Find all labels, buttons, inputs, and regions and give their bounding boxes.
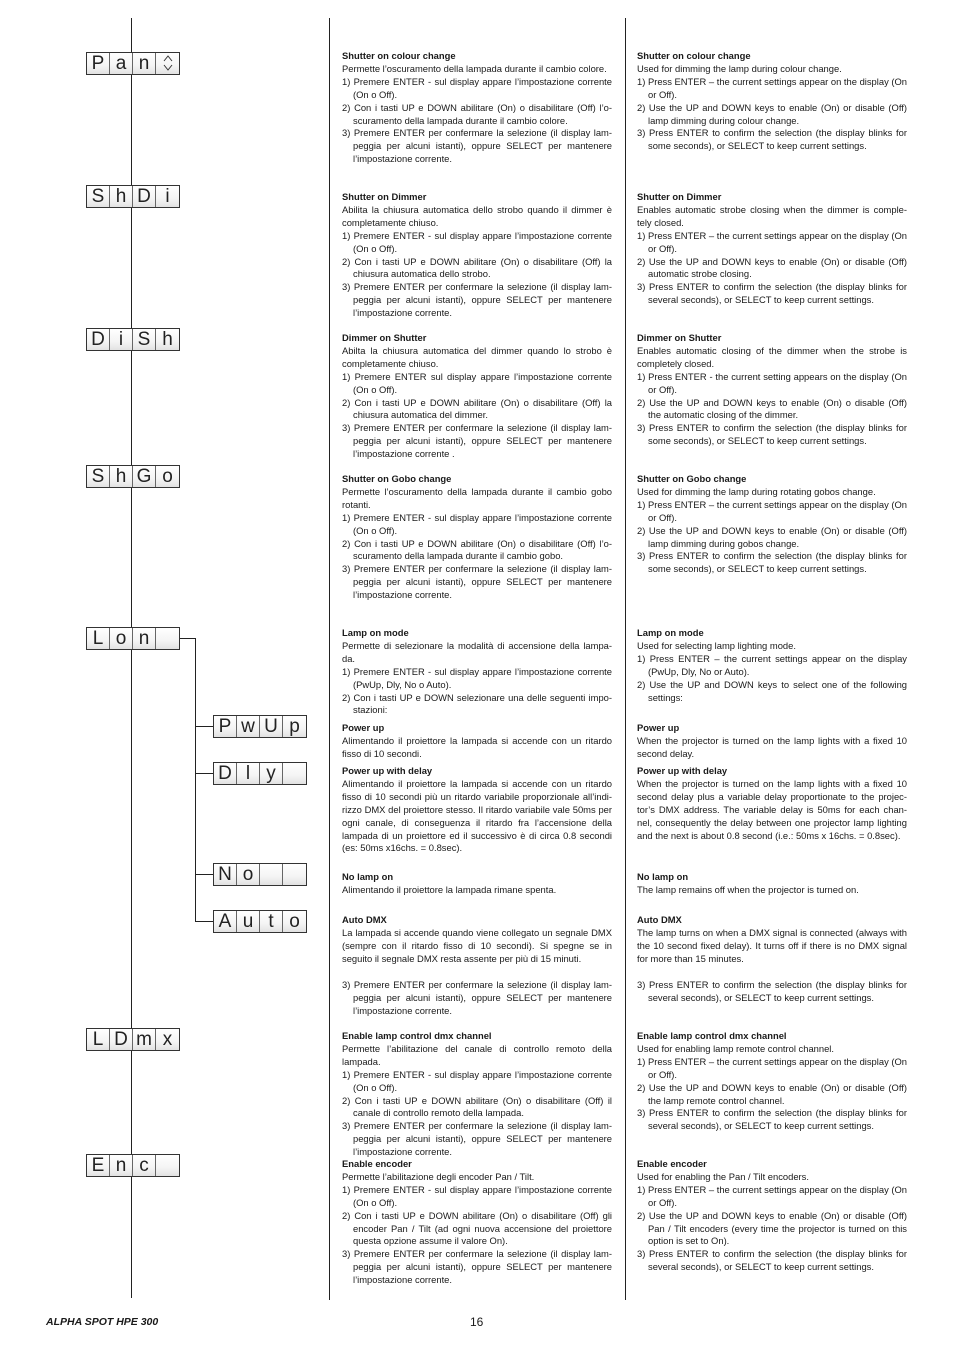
step: 2) Use the UP and DOWN keys to enable (On) or disable (Off) the lamp remote control channel. [637,1081,907,1106]
step: 1) Press ENTER – the current settings appear on the display (On or Off). [637,498,907,523]
it-shutter-gobo [342,473,612,602]
section-title: Shutter on colour change [342,50,456,61]
display-char: h [110,186,133,207]
section-text: The lamp turns on when a DMX signal is connected (always with the 10 second fixed delay). It turns off if there is no DMX signal for more than 15 minutes. [637,926,907,964]
display-char: o [156,466,179,487]
section-title: Enable encoder [637,1158,707,1169]
step: 2) Use the UP and DOWN keys to enable (On) or disable (Off) lamp dimming during colour change. [637,101,907,126]
display-char: P [87,53,110,74]
en-power-up [637,722,907,761]
it-no-lamp [342,871,612,897]
step: 3) Press ENTER to confirm the selection (the display blinks for some seconds), or SELECT to keep current settings. [637,550,907,575]
step: 2) Con i tasti UP e DOWN abilitare (On) o disabilitare (Off) la chiusura automatica del dimmer. [342,396,612,421]
en-lamp-mode [637,627,907,704]
it-shutter-colour [342,50,612,166]
section-title: Lamp on mode [637,627,704,638]
display-char [283,763,306,784]
section-intro: Permette l’abilitazione del canale di controllo remoto della lampada. [342,1042,612,1067]
menu-tree-trunk [131,18,132,1298]
display-char: D [133,186,156,207]
display-char: A [214,911,237,932]
display-char: U [260,716,283,737]
branch-pwup [195,726,213,727]
display-char: E [87,1155,110,1176]
step: 3) Press ENTER to confirm the selection (the display blinks for several seconds), or SELECT to keep current settings. [637,1107,907,1132]
display-char: u [237,911,260,932]
display-char: L [87,628,110,649]
it-lamp-mode [342,627,612,717]
step: 1) Premere ENTER - sul display appare l’impostazione corrente (PwUp, Dly, No o Auto). [342,665,612,690]
step: 3) Press ENTER to confirm the selection (the display blinks for some seconds), or SELECT to keep current settings. [637,127,907,152]
section-text: La lampada si accende quando viene collegato un segnale DMX (sempre con il ritardo fisso di 10 secondi). Si spegne se in seguito il segnale DMX resta assente per più di 15 minuti. [342,926,612,964]
step: 3) Premere ENTER per confermare la selezione (il display lam-peggia per alcuni istanti), oppure SELECT per mantenere l’impostazione corrente. [342,1120,612,1158]
section-intro: Permette l’oscuramento della lampada durante il cambio colore. [342,62,607,74]
section-intro: Used for selecting lamp lighting mode. [637,639,796,651]
section-title: Shutter on Dimmer [342,191,427,202]
step: 2) Use the UP and DOWN keys to enable (On) o disable (Off) the automatic closing of the dimmer. [637,396,907,421]
section-title: Dimmer on Shutter [342,332,427,343]
it-encoder [342,1158,612,1287]
display-char: n [133,53,156,74]
display-char: h [110,466,133,487]
step: 2) Use the UP and DOWN keys to enable (On) or disable (Off) automatic strobe closing. [637,255,907,280]
column-divider-left [329,18,330,1300]
en-shutter-colour [637,50,907,153]
display-char: S [133,329,156,350]
step: 1) Press ENTER – the current settings appear on the display (On or Off). [637,1055,907,1080]
display-char: N [214,864,237,885]
step: 3) Premere ENTER per confermare la selezione (il display lam-peggia per alcuni istanti), oppure SELECT per mantenere l’impostazione corrente . [342,422,612,460]
section-title: Lamp on mode [342,627,409,638]
section-text: When the projector is turned on the lamp lights with a fixed 10 second delay plus a variable delay proportionate to the projec-tor’s DMX address. The variable delay is 50ms for each chan-nel, consequently the delay between one projector lamp lighting and the next is about 0.8 second (i.e.: 50ms x 16chs. = 0.8sec). [637,777,907,841]
step: 1) Premere ENTER - sul display appare l’impostazione corrente (On o Off). [342,1068,612,1093]
section-intro: Used for dimming the lamp during rotating gobos change. [637,485,876,497]
display-lon [86,627,180,650]
step: 1) Premere ENTER - sul display appare l’impostazione corrente (On o Off). [342,511,612,536]
display-char [156,1155,179,1176]
display-char: o [237,864,260,885]
step: 2) Con i tasti UP e DOWN abilitare (On) o disabilitare (Off) la chiusura automatica dello strobo. [342,255,612,280]
section-intro: Used for enabling lamp remote control channel. [637,1042,834,1054]
section-title: Enable lamp control dmx channel [637,1030,787,1041]
step: 3) Premere ENTER per confermare la selezione (il display lam-peggia per alcuni istanti), oppure SELECT per mantenere l’impostazione corrente. [342,1248,612,1286]
display-char [283,864,306,885]
it-power-up-delay [342,765,612,855]
display-char: i [110,329,133,350]
display-char: c [133,1155,156,1176]
display-pan [86,52,180,75]
display-auto [213,910,307,933]
section-text: Alimentando il proiettore la lampada rimane spenta. [342,883,557,895]
en-encoder [637,1158,907,1274]
it-power-up [342,722,612,761]
step: 1) Press ENTER – the current settings appear on the display (On or Off). [637,229,907,254]
display-pwup [213,715,307,738]
display-char [260,864,283,885]
it-shutter-dimmer [342,191,612,320]
lamp-branch-line [195,638,196,922]
step: 1) Press ENTER – the current settings appear on the display (On or Off). [637,1183,907,1208]
display-char: D [110,1029,133,1050]
display-char: a [110,53,133,74]
display-char: D [87,329,110,350]
section-title: Power up [342,722,385,733]
section-title: Power up with delay [637,765,728,776]
en-auto-dmx-step3 [637,979,907,1005]
display-shdi [86,185,180,208]
step: 1) Premere ENTER sul display appare l’impostazione corrente (On o Off). [342,370,612,395]
section-title: Power up [637,722,680,733]
step: 1) Premere ENTER - sul display appare l’impostazione corrente (On o Off). [342,75,612,100]
it-auto-dmx [342,914,612,966]
it-dimmer-shutter [342,332,612,461]
display-shgo [86,465,180,488]
section-intro: Abilita la chiusura automatica dello strobo quando il dimmer è completamente chiuso. [342,203,612,228]
step: 3) Press ENTER to confirm the selection (the display blinks for several seconds), or SELECT to keep current settings. [637,1248,907,1273]
display-char: x [156,1029,179,1050]
en-no-lamp [637,871,907,897]
display-dish [86,328,180,351]
display-char: S [87,466,110,487]
column-divider-right [625,18,626,1300]
display-char: o [110,628,133,649]
display-no [213,863,307,886]
step: 2) Use the UP and DOWN keys to select one of the following settings: [637,678,907,703]
section-intro: Permette l’oscuramento della lampada durante il cambio gobo rotanti. [342,485,612,510]
step: 1) Press ENTER - the current setting appears on the display (On or Off). [637,370,907,395]
section-title: Shutter on Gobo change [342,473,452,484]
display-char: i [156,186,179,207]
section-title: Enable lamp control dmx channel [342,1030,492,1041]
section-title: Enable encoder [342,1158,412,1169]
display-char: y [260,763,283,784]
step: 2) Use the UP and DOWN keys to enable (On) or disable (Off) lamp dimming during gobos change. [637,524,907,549]
en-shutter-dimmer [637,191,907,307]
footer-model: ALPHA SPOT HPE 300 [46,1316,159,1328]
step: 3) Premere ENTER per confermare la selezione (il display lam-peggia per alcuni istanti), oppure SELECT per mantenere l’impostazione corrente. [342,979,612,1016]
section-text: The lamp remains off when the projector is turned on. [637,883,859,895]
display-char: t [260,911,283,932]
display-char: n [110,1155,133,1176]
section-text: When the projector is turned on the lamp lights with a fixed 10 second delay. [637,734,907,759]
step: 3) Premere ENTER per confermare la selezione (il display lam-peggia per alcuni istanti), oppure SELECT per mantenere l’impostazione corrente. [342,127,612,165]
display-char: m [133,1029,156,1050]
display-char: o [283,911,306,932]
section-intro: Enables automatic strobe closing when the dimmer is comple-tely closed. [637,203,907,228]
display-char: S [87,186,110,207]
step: 2) Con i tasti UP e DOWN abilitare (On) o disabilitare (Off) l’o-scuramento della lampada durante il cambio gobo. [342,537,612,562]
section-title: No lamp on [637,871,689,882]
display-char: w [237,716,260,737]
en-power-up-delay [637,765,907,842]
en-auto-dmx [637,914,907,966]
display-char: p [283,716,306,737]
step: 3) Press ENTER to confirm the selection (the display blinks for some seconds), or SELECT to keep current settings. [637,422,907,447]
en-lamp-dmx [637,1030,907,1133]
display-char: h [156,329,179,350]
branch-auto [195,921,213,922]
step: 1) Press ENTER – the current settings appear on the display (PwUp, Dly, No or Auto). [637,652,907,677]
section-intro: Abilta la chiusura automatica del dimmer quando lo strobo è completamente chiuso. [342,344,612,369]
section-intro: Used for enabling the Pan / Tilt encoders. [637,1170,809,1182]
page-number: 16 [470,1315,484,1329]
step: 3) Press ENTER to confirm the selection (the display blinks for several seconds), or SELECT to keep current settings. [637,281,907,306]
it-auto-dmx-step3 [342,979,612,1018]
it-lamp-dmx [342,1030,612,1159]
section-title: Shutter on Dimmer [637,191,722,202]
step: 2) Con i tasti UP e DOWN abilitare (On) o disabilitare (Off) gli encoder Pan / Tilt (ad ogni nuova accensione del proiettore questa opzione assume il valore On). [342,1209,612,1247]
display-ldmx [86,1028,180,1051]
section-text: Alimentando il proiettore la lampada si accende con un ritardo fisso di 10 secondi. [342,734,612,759]
section-intro: Permette l’abilitazione degli encoder Pan / Tilt. [342,1170,535,1182]
display-enc [86,1154,180,1177]
section-title: Auto DMX [637,914,682,925]
section-title: Power up with delay [342,765,433,776]
display-char: n [133,628,156,649]
section-title: Shutter on colour change [637,50,751,61]
en-shutter-gobo [637,473,907,576]
section-title: Dimmer on Shutter [637,332,722,343]
branch-no [195,874,213,875]
step: 3) Premere ENTER per confermare la selezione (il display lam-peggia per alcuni istanti), oppure SELECT per mantenere l’impostazione corrente. [342,563,612,601]
step: 1) Premere ENTER - sul display appare l’impostazione corrente (On o Off). [342,1183,612,1208]
section-intro: Enables automatic closing of the dimmer when the strobe is completely closed. [637,344,907,369]
step: 2) Con i tasti UP e DOWN abilitare (On) o disabilitare (Off) l’o-scuramento della lampada durante il cambio colore. [342,101,612,126]
section-title: Shutter on Gobo change [637,473,747,484]
section-intro: Permette di selezionare la modalità di accensione della lampa-da. [342,639,612,664]
step: 3) Premere ENTER per confermare la selezione (il display lam-peggia per alcuni istanti), oppure SELECT per mantenere l’impostazione corrente. [342,281,612,319]
section-intro: Used for dimming the lamp during colour change. [637,62,842,74]
display-char [156,628,179,649]
step: 1) Press ENTER – the current settings appear on the display (On or Off). [637,75,907,100]
display-dly [213,762,307,785]
step: 2) Use the UP and DOWN keys to enable (On) or disable (Off) Pan / Tilt encoders (every time the projector is turned on this option is set to On). [637,1209,907,1247]
up-down-arrows-icon [156,53,179,74]
step: 1) Premere ENTER - sul display appare l’impostazione corrente (On o Off). [342,229,612,254]
display-char: L [87,1029,110,1050]
step: 2) Con i tasti UP e DOWN abilitare (On) o disabilitare (Off) il canale di controllo remoto della lampada. [342,1094,612,1119]
step: 3) Press ENTER to confirm the selection (the display blinks for several seconds), or SELECT to keep current settings. [637,979,907,1003]
display-char: G [133,466,156,487]
display-char: l [237,763,260,784]
section-title: Auto DMX [342,914,387,925]
branch-dly [195,773,213,774]
section-text: Alimentando il proiettore la lampada si accende con un ritardo fisso di 10 secondi più un ritardo variabile proporzionale all’indi-rizzo DMX del proiettore stesso. Il ritardo variabile vale 50ms per ogni canale, di conseguenza il ritardo fra l’accensione della lampada di un proiettore ed il successivo è di circa 0.8 secondi (es: 50ms x16chs. = 0.8sec). [342,777,612,854]
display-char: D [214,763,237,784]
display-char: P [214,716,237,737]
step: 2) Con i tasti UP e DOWN selezionare una delle seguenti impo-stazioni: [342,691,612,716]
section-title: No lamp on [342,871,394,882]
en-dimmer-shutter [637,332,907,448]
